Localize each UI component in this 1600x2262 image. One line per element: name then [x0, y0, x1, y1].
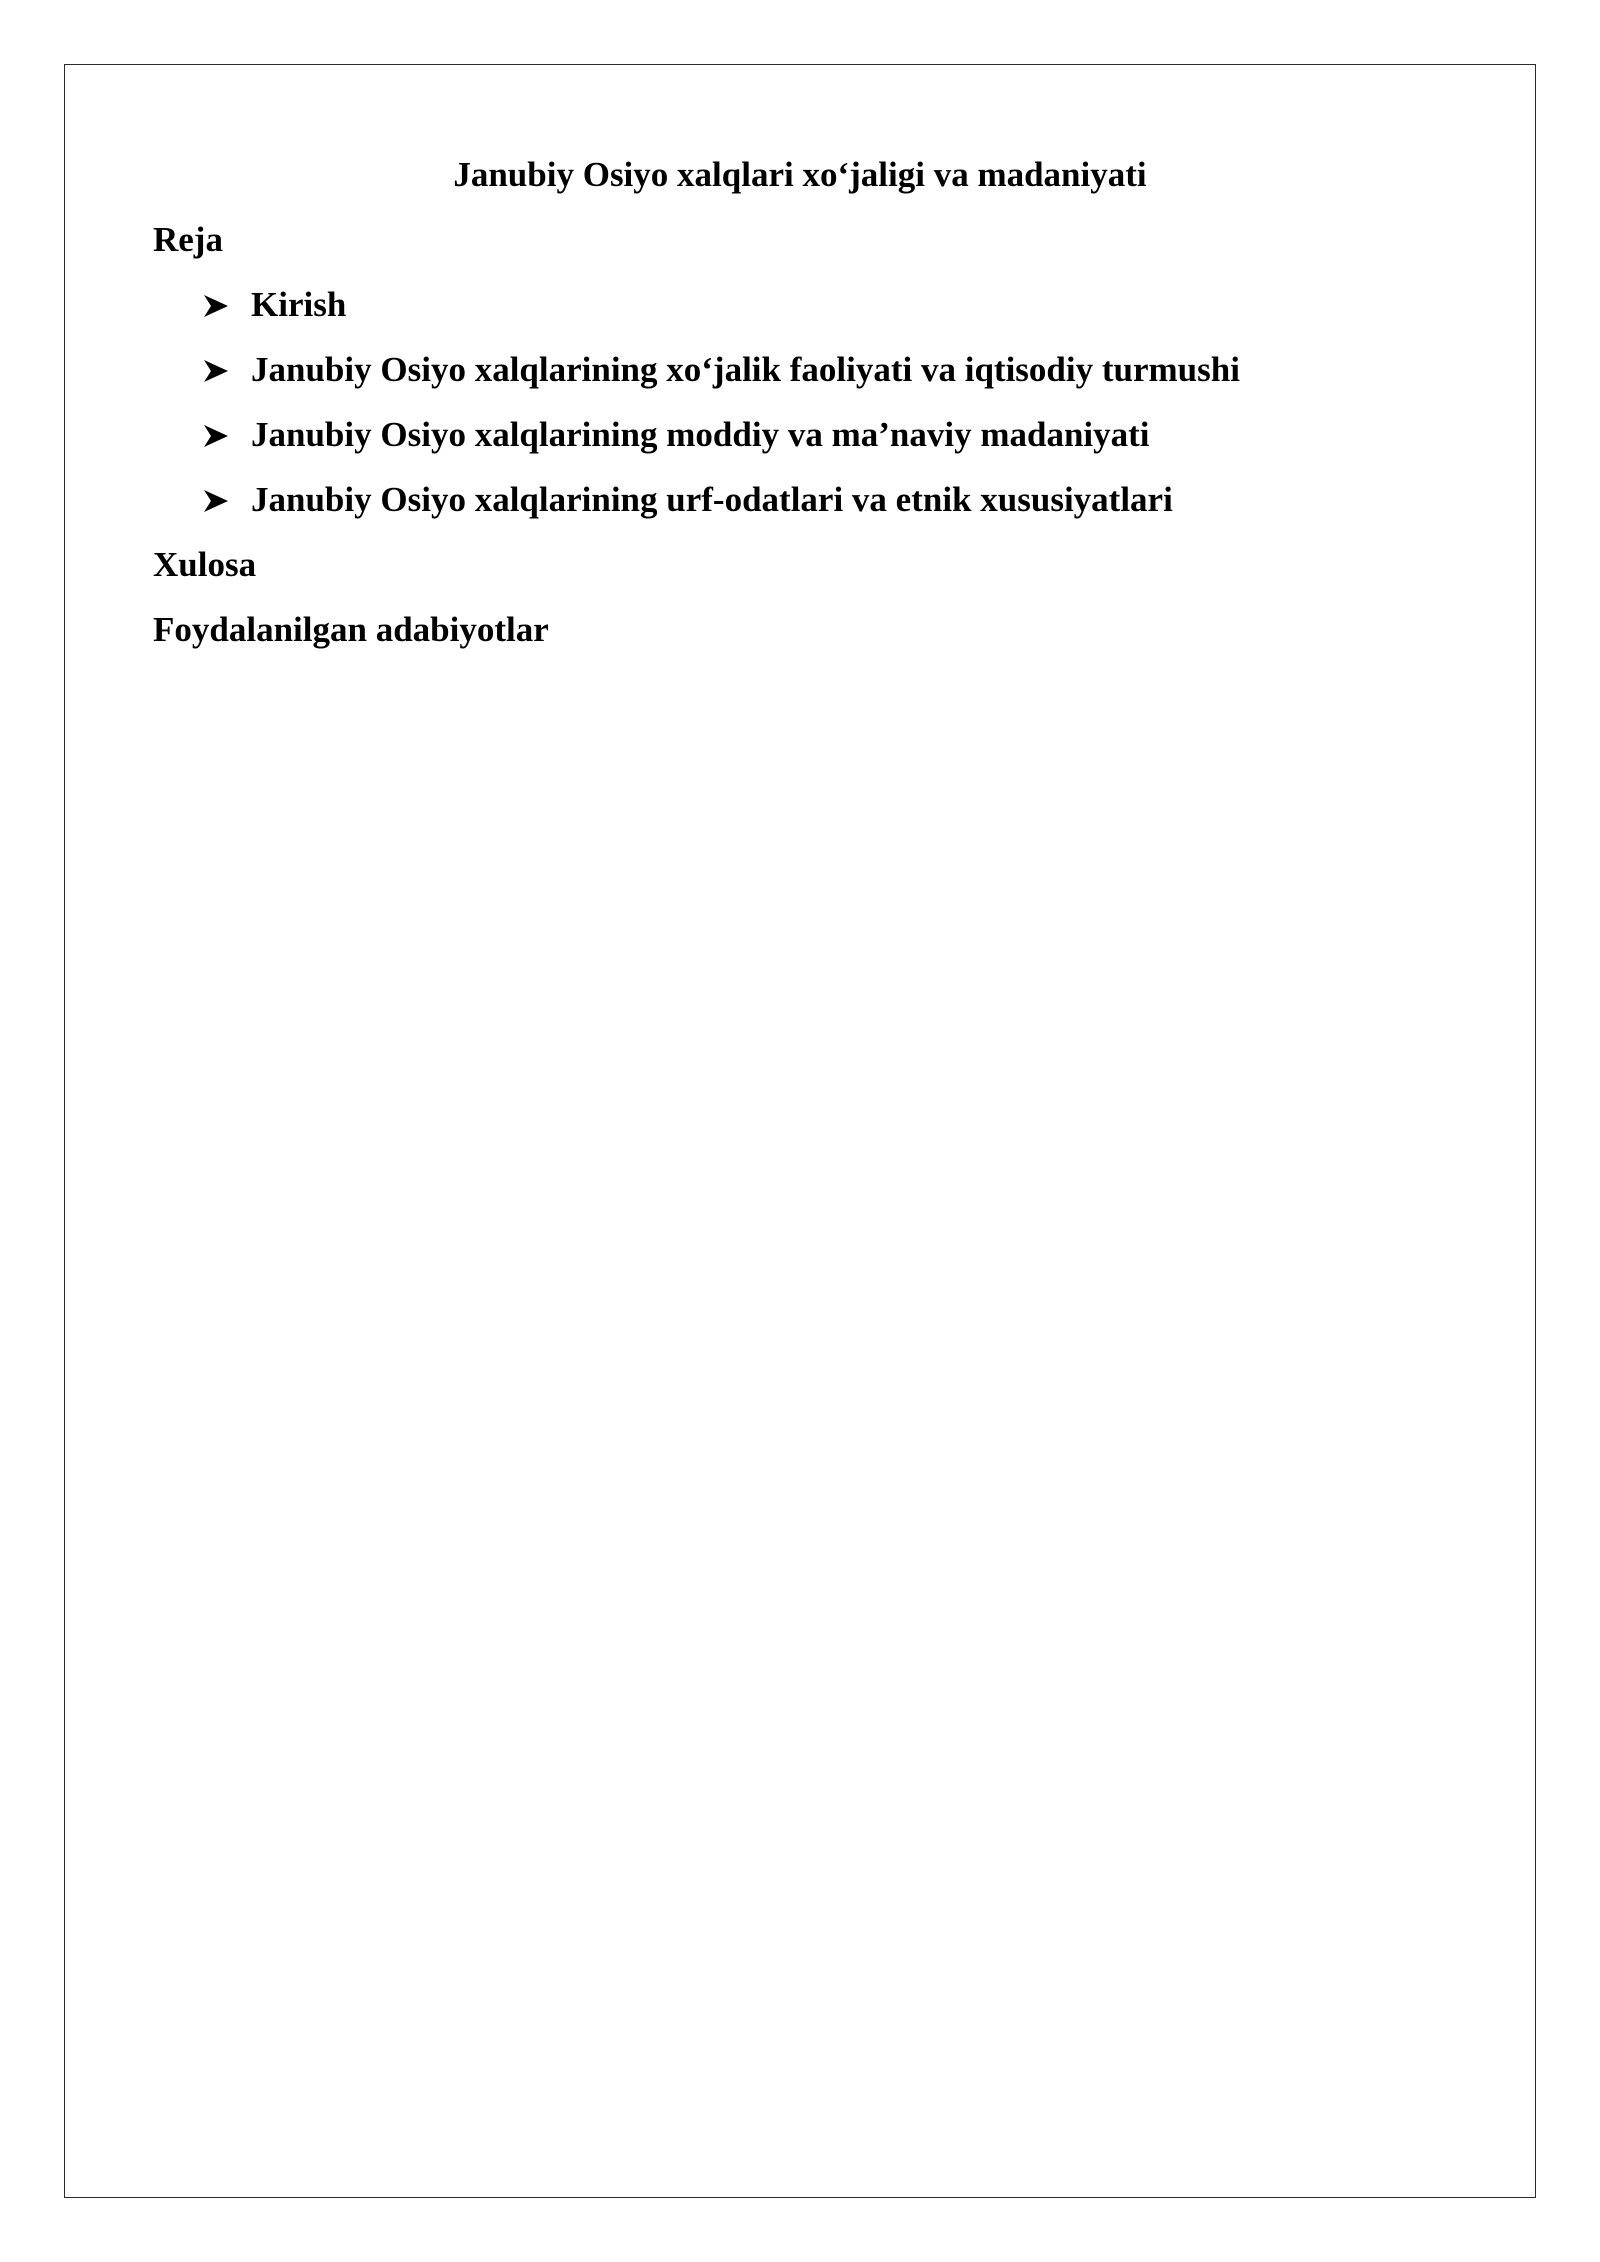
- outline-item: [203, 280, 346, 330]
- arrow-bullet-icon: [203, 345, 251, 395]
- document-title: Janubiy Osiyo xalqlari xo‘jaligi va madaniyati: [453, 155, 1147, 194]
- outline-item-text: Janubiy Osiyo xalqlarining urf-odatlari va etnik xususiyatlari: [251, 480, 1173, 519]
- arrow-bullet-icon: [203, 280, 251, 330]
- outline-item: [203, 345, 1240, 395]
- outline-item-text: Janubiy Osiyo xalqlarining xo‘jalik faoliyati va iqtisodiy turmushi: [251, 350, 1240, 389]
- outline-item: [203, 475, 1173, 525]
- conclusion-heading: Xulosa: [153, 545, 257, 584]
- arrow-bullet-icon: [203, 410, 251, 460]
- arrow-bullet-icon: [203, 475, 251, 525]
- outline-item-text: Kirish: [251, 285, 347, 324]
- plan-heading: Reja: [153, 220, 223, 259]
- outline-item: [203, 410, 1150, 460]
- outline-item-text: Janubiy Osiyo xalqlarining moddiy va ma’naviy madaniyati: [251, 415, 1150, 454]
- references-heading: Foydalanilgan adabiyotlar: [153, 610, 549, 649]
